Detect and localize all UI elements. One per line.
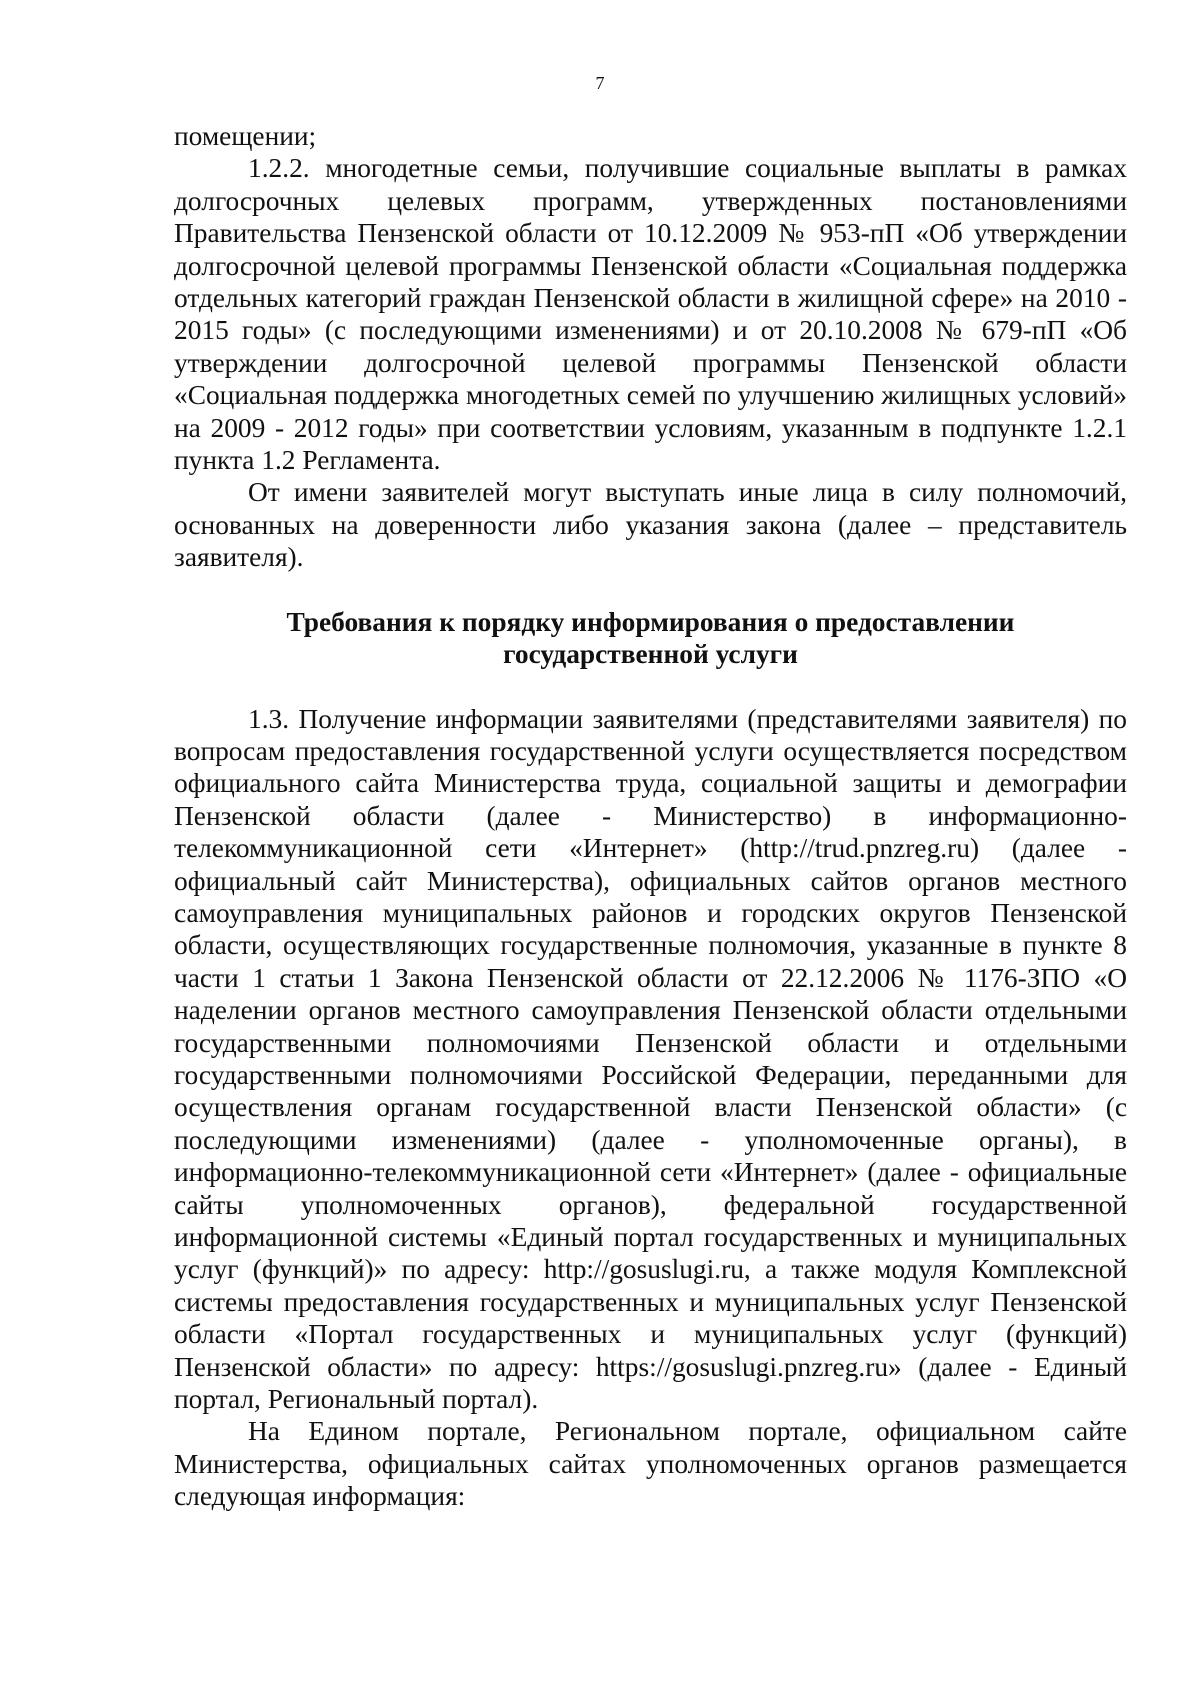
section-heading-line-2: государственной услуги — [503, 639, 798, 670]
paragraph-continuation: помещении; — [174, 121, 317, 151]
paragraph-portal-info: На Едином портале, Региональном портале, официальном сайте Министерства, официальных сайтах уполномоченных органов размещается следующая информация: — [174, 1416, 1127, 1512]
paragraph-1-2-2: 1.2.2. многодетные семьи, получившие социальные выплаты в рамках долгосрочных целевых программ, утвержденных постановлениями Правительства Пензенской области от 10.12.2009 № 953-пП «Об утверждении долгосрочной целевой программы Пензенской области «Социальная поддержка отдельных категорий граждан Пензенской области в жилищной сфере» на 2010 - 2015 годы» (с последующими изменениями) и от 20.10.2008 № 679-пП «Об утверждении долгосрочной целевой программы Пензенской области «Социальная поддержка многодетных семей по улучшению жилищных условий» на 2009 - 2012 годы» при соответствии условиям, указанным в подпункте 1.2.1 пункта 1.2 Регламента. — [174, 153, 1127, 476]
page-number: 7 — [595, 73, 605, 93]
paragraph-representatives: От имени заявителей могут выступать иные лица в силу полномочий, основанных на доверенности либо указания закона (далее – представитель заявителя). — [174, 477, 1127, 573]
section-heading — [174, 606, 1127, 671]
section-heading-line-1: Требования к порядку информирования о предоставлении — [286, 606, 1015, 637]
paragraph-1-3: 1.3. Получение информации заявителями (представителями заявителя) по вопросам предоставления государственной услуги осуществляется посредством официального сайта Министерства труда, социальной защиты и демографии Пензенской области (далее - Министерство) в информационно-телекоммуникационной сети «Интернет» (http://trud.pnzreg.ru) (далее - официальный сайт Министерства), официальных сайтов органов местного самоуправления муниципальных районов и городских округов Пензенской области, осуществляющих государственные полномочия, указанные в пункте 8 части 1 статьи 1 Закона Пензенской области от 22.12.2006 № 1176-ЗПО «О наделении органов местного самоуправления Пензенской области отдельными государственными полномочиями Пензенской области и отдельными государственными полномочиями Российской Федерации, переданными для осуществления органам государственной власти Пензенской области» (с последующими изменениями) (далее - уполномоченные органы), в информационно-телекоммуникационной сети «Интернет» (далее - официальные сайты уполномоченных органов), федеральной государственной информационной системы «Единый портал государственных и муниципальных услуг (функций)» по адресу: http://gosuslugi.ru, а также модуля Комплексной системы предоставления государственных и муниципальных услуг Пензенской области «Портал государственных и муниципальных услуг (функций) Пензенской области» по адресу: https://gosuslugi.pnzreg.ru» (далее - Единый портал, Региональный портал). — [174, 703, 1127, 1415]
document-body — [174, 120, 1127, 1513]
